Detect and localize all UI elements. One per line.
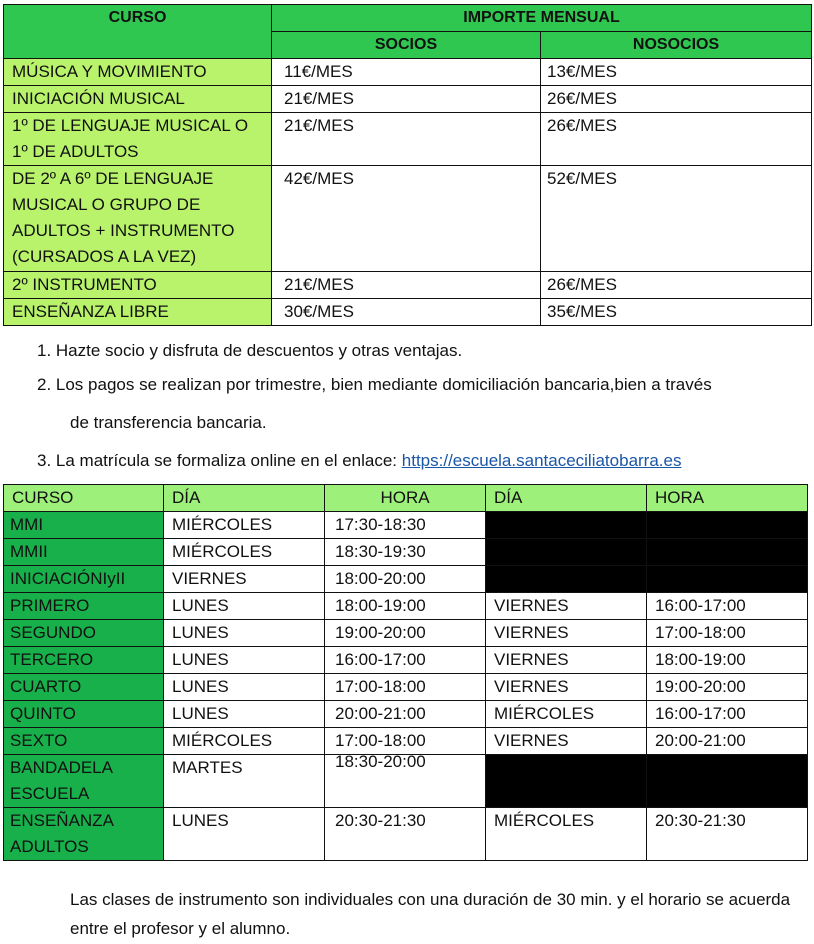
schedule-day-cell: MIÉRCOLES xyxy=(486,808,647,861)
schedule-time-cell: 19:00-20:00 xyxy=(325,620,486,647)
schedule-course-cell: QUINTO xyxy=(4,701,164,728)
schedule-day-cell: MIÉRCOLES xyxy=(164,728,325,755)
fees-header-row xyxy=(4,5,812,32)
schedule-blank-cell xyxy=(486,755,647,808)
fees-non-members-cell: 26€/MES xyxy=(541,272,812,299)
schedule-time-cell: 20:00-21:00 xyxy=(647,728,808,755)
schedule-day-cell: LUNES xyxy=(164,674,325,701)
schedule-day-cell: LUNES xyxy=(164,593,325,620)
fees-table xyxy=(3,4,812,326)
table-row xyxy=(4,512,808,539)
schedule-header-time-1: HORA xyxy=(325,485,486,512)
schedule-time-cell: 16:00-17:00 xyxy=(647,701,808,728)
fees-non-members-cell: 26€/MES xyxy=(541,86,812,113)
fees-non-members-cell: 26€/MES xyxy=(541,113,812,166)
schedule-time-cell: 17:00-18:00 xyxy=(647,620,808,647)
table-row xyxy=(4,566,808,593)
schedule-blank-cell xyxy=(486,512,647,539)
fees-course-cell: 2º INSTRUMENTO xyxy=(4,272,272,299)
table-row xyxy=(4,59,812,86)
table-row xyxy=(4,166,812,272)
table-row xyxy=(4,728,808,755)
fees-non-members-cell: 35€/MES xyxy=(541,299,812,326)
fees-course-cell: INICIACIÓN MUSICAL xyxy=(4,86,272,113)
fees-course-cell: DE 2º A 6º DE LENGUAJE MUSICAL O GRUPO DE ADULTOS + INSTRUMENTO (CURSADOS A LA VEZ) xyxy=(4,166,272,272)
schedule-day-cell: VIERNES xyxy=(486,647,647,674)
fees-header-course: CURSO xyxy=(4,5,272,59)
enrollment-link[interactable]: https://escuela.santaceciliatobarra.es xyxy=(401,451,682,470)
table-row xyxy=(4,701,808,728)
schedule-table xyxy=(3,484,808,861)
schedule-blank-cell xyxy=(647,755,808,808)
schedule-day-cell: MIÉRCOLES xyxy=(164,512,325,539)
fees-non-members-cell: 13€/MES xyxy=(541,59,812,86)
fees-members-cell: 21€/MES xyxy=(272,113,541,166)
table-row xyxy=(4,647,808,674)
schedule-time-cell: 16:00-17:00 xyxy=(647,593,808,620)
schedule-course-cell: SEXTO xyxy=(4,728,164,755)
fees-course-cell: ENSEÑANZA LIBRE xyxy=(4,299,272,326)
note-enrollment-text: 3. La matrícula se formaliza online en el enlace: xyxy=(37,451,402,470)
schedule-time-cell: 19:00-20:00 xyxy=(647,674,808,701)
table-row xyxy=(4,808,808,861)
schedule-header-row xyxy=(4,485,808,512)
note-membership: 1. Hazte socio y disfruta de descuentos y otras ventajas. xyxy=(37,341,463,360)
schedule-blank-cell xyxy=(647,512,808,539)
fees-header-non-members: NOSOCIOS xyxy=(541,32,812,59)
schedule-day-cell: MIÉRCOLES xyxy=(164,539,325,566)
fees-course-cell: 1º DE LENGUAJE MUSICAL O 1º DE ADULTOS xyxy=(4,113,272,166)
fees-header-monthly: IMPORTE MENSUAL xyxy=(272,5,812,32)
fees-members-cell: 21€/MES xyxy=(272,272,541,299)
schedule-time-cell: 17:00-18:00 xyxy=(325,674,486,701)
fees-non-members-cell: 52€/MES xyxy=(541,166,812,272)
table-row xyxy=(4,755,808,808)
schedule-course-cell: INICIACIÓNIyII xyxy=(4,566,164,593)
table-row xyxy=(4,539,808,566)
note-payments-continued: de transferencia bancaria. xyxy=(70,413,267,432)
schedule-time-cell: 18:30-20:00 xyxy=(325,755,486,808)
schedule-time-cell: 18:00-19:00 xyxy=(647,647,808,674)
table-row xyxy=(4,593,808,620)
schedule-time-cell: 18:00-20:00 xyxy=(325,566,486,593)
schedule-blank-cell xyxy=(647,566,808,593)
fees-header-members: SOCIOS xyxy=(272,32,541,59)
schedule-header-day-1: DÍA xyxy=(164,485,325,512)
schedule-time-cell: 17:00-18:00 xyxy=(325,728,486,755)
note-enrollment xyxy=(37,449,681,473)
schedule-course-cell: SEGUNDO xyxy=(4,620,164,647)
fees-members-cell: 42€/MES xyxy=(272,166,541,272)
schedule-time-cell: 17:30-18:30 xyxy=(325,512,486,539)
schedule-time-cell: 18:30-19:30 xyxy=(325,539,486,566)
schedule-time-cell: 20:30-21:30 xyxy=(647,808,808,861)
schedule-day-cell: LUNES xyxy=(164,701,325,728)
fees-course-cell: MÚSICA Y MOVIMIENTO xyxy=(4,59,272,86)
schedule-header-time-2: HORA xyxy=(647,485,808,512)
schedule-day-cell: VIERNES xyxy=(164,566,325,593)
fees-members-cell: 11€/MES xyxy=(272,59,541,86)
schedule-day-cell: VIERNES xyxy=(486,728,647,755)
schedule-course-cell: TERCERO xyxy=(4,647,164,674)
schedule-header-day-2: DÍA xyxy=(486,485,647,512)
schedule-day-cell: VIERNES xyxy=(486,674,647,701)
schedule-day-cell: VIERNES xyxy=(486,620,647,647)
table-row xyxy=(4,299,812,326)
schedule-day-cell: LUNES xyxy=(164,808,325,861)
schedule-day-cell: MARTES xyxy=(164,755,325,808)
schedule-time-cell: 18:00-19:00 xyxy=(325,593,486,620)
footer-note: Las clases de instrumento son individuales con una duración de 30 min. y el horario se acuerda entre el profesor y el alumno. xyxy=(70,890,791,938)
note-payments: 2. Los pagos se realizan por trimestre, bien mediante domiciliación bancaria,bien a través xyxy=(37,375,712,394)
schedule-blank-cell xyxy=(486,566,647,593)
table-row xyxy=(4,113,812,166)
schedule-time-cell: 20:00-21:00 xyxy=(325,701,486,728)
schedule-course-cell: MMII xyxy=(4,539,164,566)
schedule-time-cell: 20:30-21:30 xyxy=(325,808,486,861)
table-row xyxy=(4,620,808,647)
schedule-header-course: CURSO xyxy=(4,485,164,512)
schedule-day-cell: VIERNES xyxy=(486,593,647,620)
schedule-course-cell: ENSEÑANZA ADULTOS xyxy=(4,808,164,861)
schedule-day-cell: MIÉRCOLES xyxy=(486,701,647,728)
table-row xyxy=(4,674,808,701)
table-row xyxy=(4,272,812,299)
fees-members-cell: 21€/MES xyxy=(272,86,541,113)
schedule-blank-cell xyxy=(486,539,647,566)
table-row xyxy=(4,86,812,113)
schedule-course-cell: CUARTO xyxy=(4,674,164,701)
schedule-course-cell: BANDADELA ESCUELA xyxy=(4,755,164,808)
schedule-time-cell: 16:00-17:00 xyxy=(325,647,486,674)
fees-members-cell: 30€/MES xyxy=(272,299,541,326)
schedule-day-cell: LUNES xyxy=(164,647,325,674)
schedule-day-cell: LUNES xyxy=(164,620,325,647)
schedule-course-cell: MMI xyxy=(4,512,164,539)
schedule-blank-cell xyxy=(647,539,808,566)
schedule-course-cell: PRIMERO xyxy=(4,593,164,620)
